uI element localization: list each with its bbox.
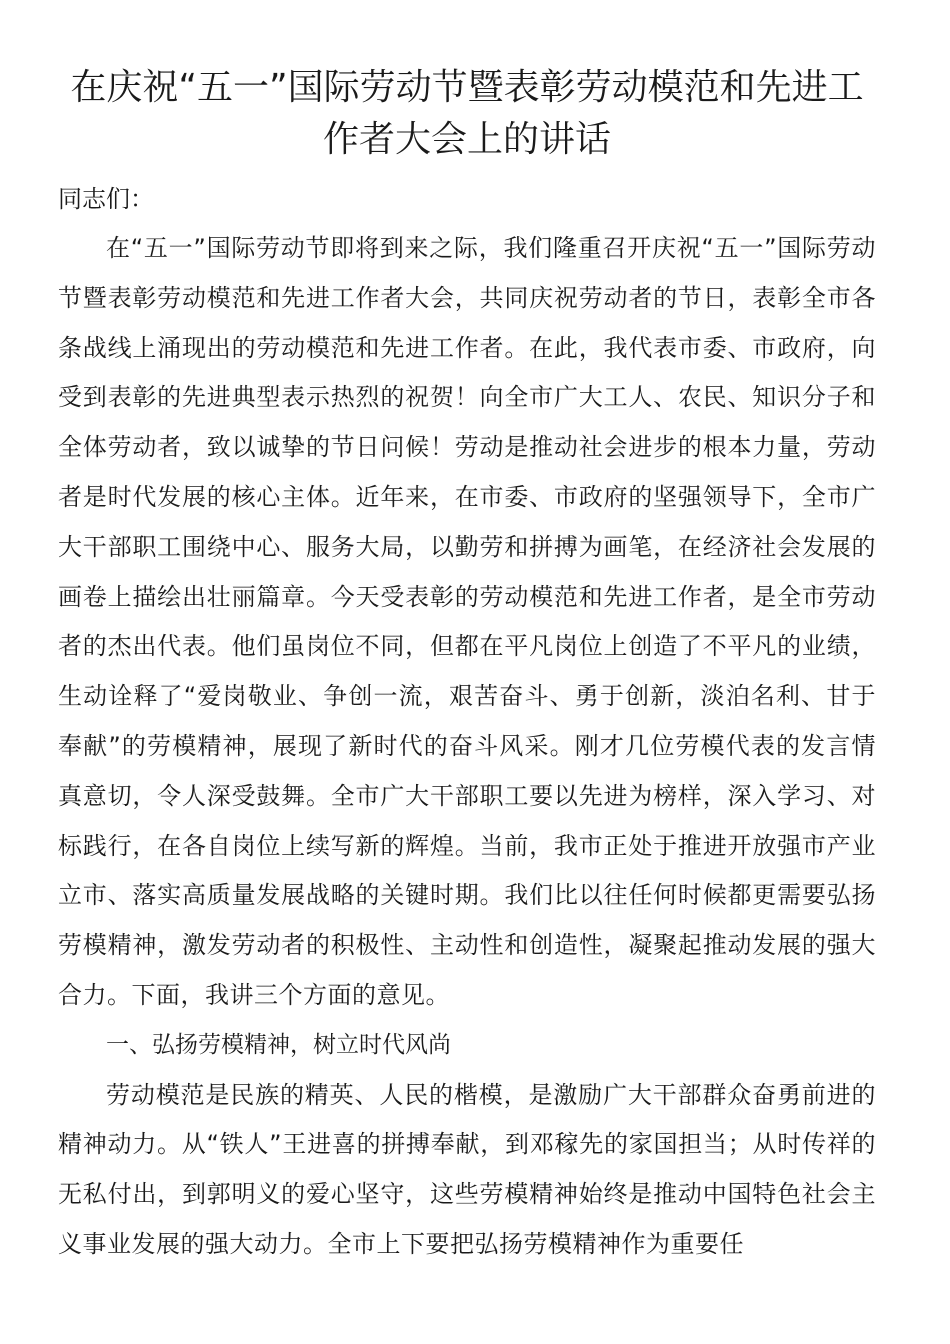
- document-page: [58, 62, 876, 1270]
- section-paragraph: 劳动模范是民族的精英、人民的楷模，是激励广大干部群众奋勇前进的精神动力。从“铁人”王进喜的拼搏奉献，到邓稼先的家国担当；从时传祥的无私付出，到郭明义的爱心坚守，这些劳模精神始终是推动中国特色社会主义事业发展的强大动力。全市上下要把弘扬劳模精神作为重要任: [58, 1080, 876, 1258]
- document-title: 在庆祝“五一”国际劳动节暨表彰劳动模范和先进工作者大会上的讲话: [70, 67, 864, 160]
- section-heading: 一、弘扬劳模精神，树立时代风尚: [106, 1031, 451, 1058]
- body-paragraph: 在“五一”国际劳动节即将到来之际，我们隆重召开庆祝“五一”国际劳动节暨表彰劳动模范和先进工作者大会，共同庆祝劳动者的节日，表彰全市各条战线上涌现出的劳动模范和先进工作者。在此，我代表市委、市政府，向受到表彰的先进典型表示热烈的祝贺！向全市广大工人、农民、知识分子和全体劳动者，致以诚挚的节日问候！劳动是推动社会进步的根本力量，劳动者是时代发展的核心主体。近年来，在市委、市政府的坚强领导下，全市广大干部职工围绕中心、服务大局，以勤劳和拼搏为画笔，在经济社会发展的画卷上描绘出壮丽篇章。今天受表彰的劳动模范和先进工作者，是全市劳动者的杰出代表。他们虽岗位不同，但都在平凡岗位上创造了不平凡的业绩，生动诠释了“爱岗敬业、争创一流，艰苦奋斗、勇于创新，淡泊名利、甘于奉献”的劳模精神，展现了新时代的奋斗风采。刚才几位劳模代表的发言情真意切，令人深受鼓舞。全市广大干部职工要以先进为榜样，深入学习、对标践行，在各自岗位上续写新的辉煌。当前，我市正处于推进开放强市产业立市、落实高质量发展战略的关键时期。我们比以往任何时候都更需要弘扬劳模精神，激发劳动者的积极性、主动性和创造性，凝聚起推动发展的强大合力。下面，我讲三个方面的意见。: [58, 234, 876, 1009]
- salutation: 同志们：: [58, 185, 154, 213]
